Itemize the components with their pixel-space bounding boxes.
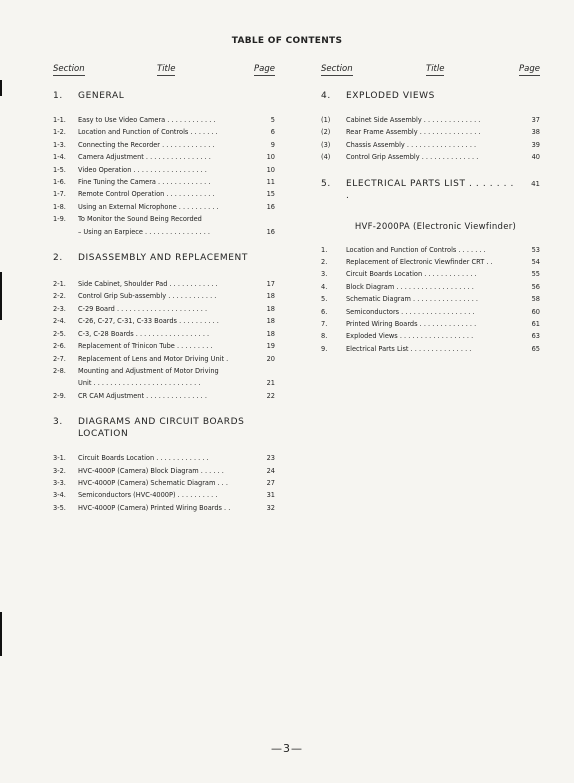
entry-list [321, 244, 540, 356]
entry-text: Replacement of Lens and Motor Driving Unit . [78, 354, 229, 363]
entry-number: 3-2. [53, 466, 66, 475]
entry-page: 61 [531, 320, 540, 329]
toc-entry [321, 151, 540, 163]
entry-number: 1-7. [53, 190, 66, 199]
entry-number: 3-5. [53, 503, 66, 512]
toc-entry [53, 278, 275, 290]
section-number: 5. [321, 178, 331, 189]
entry-text: Easy to Use Video Camera . . . . . . . . . . . . [78, 116, 216, 124]
toc-entry [53, 328, 275, 340]
entry-page: 9 [270, 140, 275, 149]
entry-text: Rear Frame Assembly . . . . . . . . . . . . . . . [346, 128, 481, 137]
entry-page: 55 [531, 270, 540, 279]
entry-page: 10 [266, 153, 275, 162]
entry-page: 10 [266, 165, 275, 174]
toc-entry [53, 213, 275, 225]
entry-list [53, 114, 275, 238]
entry-page: 32 [266, 503, 275, 512]
entry-text: Replacement of Electronic Viewfinder CRT . . [346, 258, 493, 267]
toc-entry [53, 365, 275, 377]
toc-entry [53, 188, 275, 200]
section-title: EXPLODED VIEWS [346, 91, 435, 101]
entry-number: 2-9. [53, 391, 66, 400]
entry-page: 58 [531, 295, 540, 304]
toc-entry [53, 151, 275, 163]
entry-number: 6. [321, 307, 328, 316]
entry-text: C-3, C-28 Boards . . . . . . . . . . . . . . . . . . [78, 329, 210, 338]
entry-page: 65 [531, 344, 540, 353]
entry-number: 9. [321, 344, 328, 353]
entry-number: 1-9. [53, 215, 66, 224]
entry-text: HVC-4000P (Camera) Block Diagram . . . . . . [78, 466, 224, 475]
entry-number: 2. [321, 258, 328, 267]
toc-right-column [321, 64, 540, 355]
entry-text: Semiconductors . . . . . . . . . . . . . . . . . . [346, 307, 475, 316]
title-header: Title [426, 64, 445, 74]
entry-list [53, 278, 275, 402]
toc-entry [53, 114, 275, 126]
entry-page: 63 [531, 332, 540, 341]
entry-list [53, 452, 275, 514]
section-heading [321, 178, 540, 202]
toc-entry [53, 377, 275, 389]
entry-number: 1. [321, 245, 328, 254]
section-title: GENERAL [78, 91, 125, 101]
entry-page: 15 [266, 190, 275, 199]
binder-mark-top [0, 80, 2, 96]
toc-left-column [53, 64, 275, 514]
entry-page: 18 [266, 304, 275, 313]
toc-entry [321, 318, 540, 330]
entry-number: 7. [321, 320, 328, 329]
entry-page: 39 [531, 140, 540, 149]
entry-text: Semiconductors (HVC-4000P) . . . . . . . . . . [78, 491, 218, 500]
entry-page: 5 [270, 116, 275, 124]
toc-entry [321, 256, 540, 268]
toc-entry [53, 390, 275, 402]
entry-number: 1-2. [53, 128, 66, 137]
entry-page: 11 [266, 178, 275, 187]
toc-entry [53, 139, 275, 151]
entry-page: 19 [266, 342, 275, 351]
entry-page: 24 [266, 466, 275, 475]
entry-page: 23 [266, 454, 275, 463]
entry-text: Video Operation . . . . . . . . . . . . . . . . . . [78, 165, 207, 174]
toc-entry [53, 290, 275, 302]
section-page: 41 [531, 179, 540, 188]
entry-number: 4. [321, 282, 328, 291]
entry-text: Exploded Views . . . . . . . . . . . . . . . . . . [346, 332, 474, 341]
section-number: 3. [53, 417, 63, 428]
column-headers [53, 64, 275, 80]
entry-text: Printed Wiring Boards . . . . . . . . . . . . . . [346, 320, 477, 329]
entry-text: C-29 Board . . . . . . . . . . . . . . . . . . . . . . [78, 304, 208, 313]
entry-text: Mounting and Adjustment of Motor Driving [78, 366, 219, 375]
entry-text: CR CAM Adjustment . . . . . . . . . . . . . . . [78, 391, 207, 400]
entry-text: Remote Control Operation . . . . . . . . . . . . [78, 190, 215, 199]
entry-number: 2-4. [53, 317, 66, 326]
entry-text: Control Grip Assembly . . . . . . . . . . . . . . [346, 153, 479, 162]
entry-number [53, 377, 78, 389]
entry-number: (2) [321, 128, 331, 137]
entry-number: 1-1. [53, 116, 66, 124]
entry-number: 1-8. [53, 202, 66, 211]
entry-text: Location and Function of Controls . . . . . . . [346, 245, 486, 254]
entry-number: 2-8. [53, 366, 66, 375]
section-heading [53, 90, 275, 102]
toc-entry [53, 226, 275, 238]
title-header: Title [157, 64, 176, 74]
section-header: Section [321, 64, 353, 74]
entry-text: C-26, C-27, C-31, C-33 Boards . . . . . . . . . . [78, 317, 219, 326]
entry-number: 2-1. [53, 280, 66, 289]
toc-entry [53, 477, 275, 489]
entry-number [53, 226, 78, 238]
section-title: DISASSEMBLY AND REPLACEMENT [78, 253, 248, 264]
entry-page: 27 [266, 478, 275, 487]
entry-number: 2-2. [53, 292, 66, 301]
column-headers [321, 64, 540, 80]
entry-number: 3. [321, 270, 328, 279]
entry-text: Side Cabinet, Shoulder Pad . . . . . . . . . . . . [78, 280, 218, 289]
toc-entry [321, 343, 540, 355]
entry-page [253, 213, 275, 225]
entry-text: Fine Tuning the Camera . . . . . . . . . . . . . [78, 178, 211, 187]
entry-text: Circuit Boards Location . . . . . . . . . . . . . [346, 270, 477, 279]
entry-number: 3-1. [53, 454, 66, 463]
entry-text: Schematic Diagram . . . . . . . . . . . . . . . . [346, 295, 479, 304]
entry-number: 2-7. [53, 354, 66, 363]
entry-text: Control Grip Sub-assembly . . . . . . . . . . . . [78, 292, 217, 301]
entry-page: 56 [531, 282, 540, 291]
toc-entry [53, 303, 275, 315]
entry-number: 1-5. [53, 165, 66, 174]
toc-entry [321, 281, 540, 293]
binder-mark-middle [0, 272, 2, 320]
entry-text: Replacement of Trinicon Tube . . . . . . . . . [78, 342, 213, 351]
toc-entry [321, 139, 540, 151]
entry-number: 1-6. [53, 178, 66, 187]
section-heading [53, 252, 275, 264]
entry-number: 2-3. [53, 304, 66, 313]
section-title: ELECTRICAL PARTS LIST . . . . . . . . [346, 178, 515, 201]
section-number: 2. [53, 253, 63, 264]
section-title [78, 416, 275, 440]
entry-page: 31 [266, 491, 275, 500]
entry-page: 6 [270, 128, 275, 137]
toc-entry [53, 164, 275, 176]
entry-text: HVC-4000P (Camera) Printed Wiring Boards . . [78, 503, 231, 512]
entry-number: (3) [321, 140, 331, 149]
section-title-line2: LOCATION [78, 429, 129, 440]
toc-entry [53, 340, 275, 352]
toc-entry [321, 268, 540, 280]
entry-page: 38 [531, 128, 540, 137]
entry-text: Unit . . . . . . . . . . . . . . . . . . . . . . . . . . [78, 379, 201, 388]
toc-entry [321, 114, 540, 126]
entry-page: 53 [531, 245, 540, 254]
entry-page: 54 [531, 258, 540, 267]
viewfinder-heading: HVF-2000PA (Electronic Viewfinder) [354, 221, 517, 232]
toc-entry [53, 502, 275, 514]
entry-text: Using an External Microphone . . . . . . . . . . [78, 202, 219, 211]
entry-page: 18 [266, 292, 275, 301]
toc-entry [321, 306, 540, 318]
entry-text: Chassis Assembly . . . . . . . . . . . . . . . . . [346, 140, 477, 149]
entry-text: Connecting the Recorder . . . . . . . . . . . . . [78, 140, 215, 149]
entry-number: (4) [321, 153, 331, 162]
entry-page: 40 [531, 153, 540, 162]
section-heading [321, 90, 540, 102]
entry-text: Circuit Boards Location . . . . . . . . . . . . . [78, 454, 209, 463]
toc-entry [53, 176, 275, 188]
page-title: TABLE OF CONTENTS [231, 36, 343, 46]
entry-page: 60 [531, 307, 540, 316]
entry-number: (1) [321, 116, 331, 124]
entry-page: 22 [266, 391, 275, 400]
entry-page: 18 [266, 317, 275, 326]
entry-text: To Monitor the Sound Being Recorded [78, 215, 202, 224]
page-number: —3— [271, 742, 303, 755]
section-heading [53, 416, 275, 440]
page-header: Page [519, 64, 540, 74]
entry-number: 2-5. [53, 329, 66, 338]
entry-page: 17 [266, 280, 275, 289]
toc-entry [53, 353, 275, 365]
toc-entry [53, 489, 275, 501]
section-title-line1: DIAGRAMS AND CIRCUIT BOARDS [78, 417, 245, 428]
section-number: 4. [321, 91, 331, 101]
entry-page: 16 [266, 227, 275, 236]
entry-text: Block Diagram . . . . . . . . . . . . . . . . . . . [346, 282, 474, 291]
toc-entry [321, 244, 540, 256]
entry-list [321, 114, 540, 164]
entry-text: – Using an Earpiece . . . . . . . . . . . . . . . . [78, 227, 211, 236]
entry-text: Electrical Parts List . . . . . . . . . . . . . . . [346, 344, 472, 353]
entry-number: 3-4. [53, 491, 66, 500]
section-number: 1. [53, 91, 63, 101]
toc-entry [321, 330, 540, 342]
entry-page: 18 [266, 329, 275, 338]
entry-page: 20 [266, 354, 275, 363]
toc-entry [53, 315, 275, 327]
entry-number: 5. [321, 295, 328, 304]
entry-page [253, 365, 275, 377]
entry-number: 1-4. [53, 153, 66, 162]
entry-number: 2-6. [53, 342, 66, 351]
entry-text: HVC-4000P (Camera) Schematic Diagram . . . [78, 478, 228, 487]
page-header: Page [254, 64, 275, 74]
entry-number: 8. [321, 332, 328, 341]
toc-entry [53, 452, 275, 464]
entry-page: 21 [266, 379, 275, 388]
toc-entry [321, 293, 540, 305]
section-header: Section [53, 64, 85, 74]
entry-text: Cabinet Side Assembly . . . . . . . . . . . . . . [346, 116, 481, 124]
toc-entry [53, 465, 275, 477]
entry-page: 16 [266, 202, 275, 211]
entry-number: 1-3. [53, 140, 66, 149]
toc-entry [53, 201, 275, 213]
toc-entry [53, 126, 275, 138]
toc-entry [321, 126, 540, 138]
entry-text: Camera Adjustment . . . . . . . . . . . . . . . . [78, 153, 211, 162]
entry-text: Location and Function of Controls . . . . . . . [78, 128, 218, 137]
entry-page: 37 [531, 116, 540, 124]
binder-mark-bottom [0, 612, 2, 656]
entry-number: 3-3. [53, 478, 66, 487]
